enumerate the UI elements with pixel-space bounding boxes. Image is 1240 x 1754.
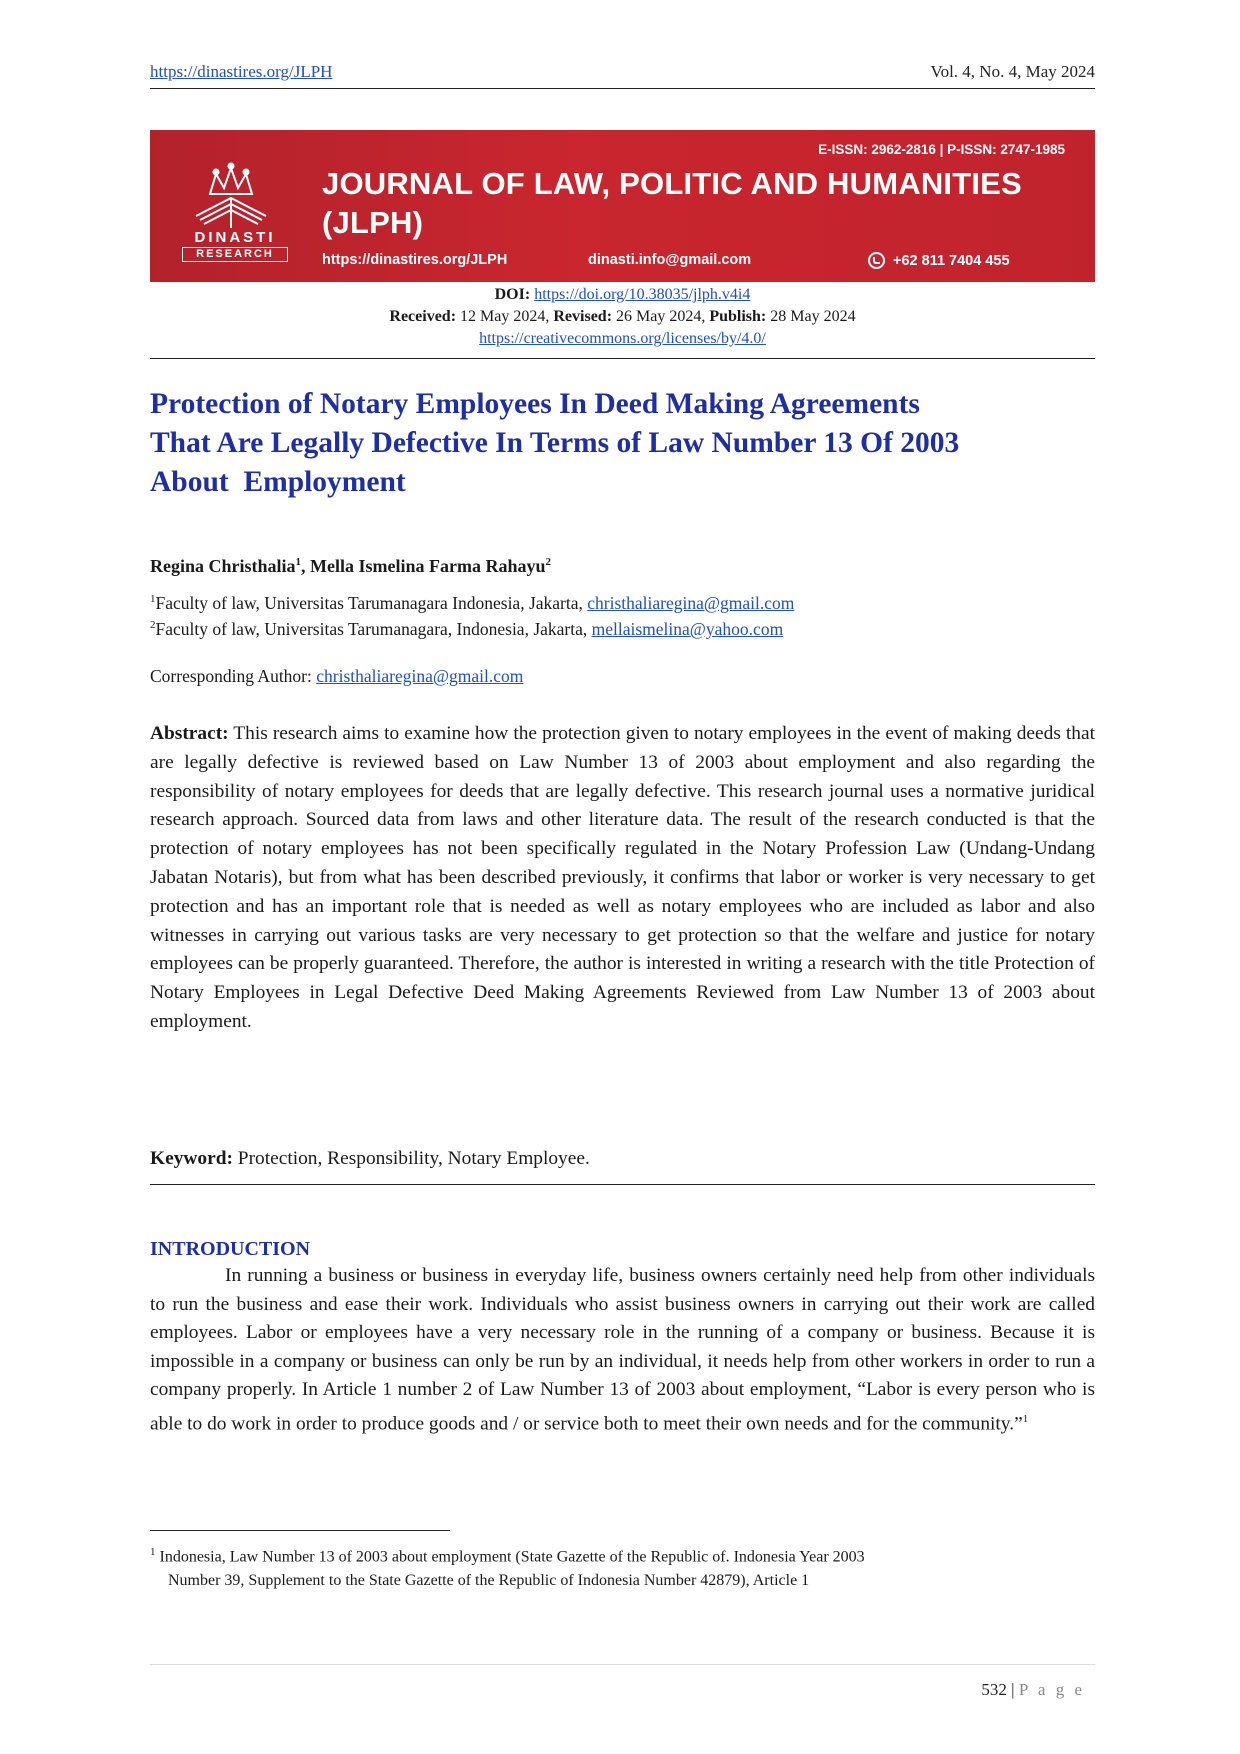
page-number-value: 532 [981, 1680, 1007, 1699]
footnote-text-1: Indonesia, Law Number 13 of 2003 about employment (State Gazette of the Republic of. Indonesia Year 2003 [155, 1548, 865, 1566]
volume-info: Vol. 4, No. 4, May 2024 [930, 62, 1095, 81]
revised-label: Revised: [553, 308, 613, 325]
affiliation-2-text: Faculty of law, Universitas Tarumanagara, Indonesia, Jakarta, [155, 618, 592, 639]
revised-date: 26 May 2024, [616, 308, 706, 325]
keywords [150, 1148, 1095, 1185]
abstract [150, 720, 1095, 1037]
affiliation-1-email-link[interactable]: christhaliaregina@gmail.com [587, 592, 795, 613]
journal-title [322, 164, 1022, 242]
introduction-paragraph [150, 1262, 1095, 1439]
affiliation-1-num: 1 [150, 593, 156, 605]
affiliation-2-num: 2 [150, 619, 156, 631]
keyword-label: Keyword: [150, 1148, 233, 1169]
title-line3: About Employment [150, 466, 406, 498]
doi-line [150, 284, 1095, 306]
footnote [150, 1540, 1095, 1593]
author-list [150, 556, 551, 577]
footnote-num: 1 [150, 1546, 156, 1558]
corresponding-email-link[interactable]: christhaliaregina@gmail.com [316, 666, 524, 686]
page-word: P a g e [1018, 1680, 1085, 1699]
footnote-ref[interactable]: 1 [1022, 1412, 1029, 1425]
publish-label: Publish: [709, 308, 767, 325]
license-line [150, 328, 1095, 350]
received-label: Received: [389, 308, 457, 325]
banner-url: https://dinastires.org/JLPH [322, 252, 508, 268]
author-2-sup: 2 [545, 556, 552, 568]
article-meta [150, 284, 1095, 350]
journal-banner [150, 130, 1095, 282]
footnote-divider [150, 1530, 450, 1531]
journal-url-link[interactable]: https://dinastires.org/JLPH [150, 62, 333, 81]
affiliation-2-email-link[interactable]: mellaismelina@yahoo.com [591, 618, 784, 639]
banner-phone [868, 252, 1010, 269]
whatsapp-icon [868, 252, 885, 269]
meta-divider [150, 358, 1095, 359]
banner-email: dinasti.info@gmail.com [588, 252, 752, 268]
author-1-sup: 1 [295, 556, 302, 568]
keyword-text: Protection, Responsibility, Notary Employee. [232, 1148, 590, 1169]
publish-date: 28 May 2024 [770, 308, 856, 325]
author-1: Regina Christhalia [150, 556, 296, 576]
corresponding-author [150, 666, 523, 687]
footer-divider [150, 1664, 1095, 1665]
footnote-line2: Number 39, Supplement to the State Gazette of the Republic of Indonesia Number 42879), Article 1 [168, 1572, 810, 1590]
issn-info: E-ISSN: 2962-2816 | P-ISSN: 2747-1985 [818, 142, 1065, 157]
dates-line [150, 306, 1095, 328]
logo-word-dinasti: DINASTI [194, 229, 276, 246]
section-heading-introduction: INTRODUCTION [150, 1238, 311, 1260]
affiliation-1-text: Faculty of law, Universitas Tarumanagara Indonesia, Jakarta, [155, 592, 588, 613]
corresponding-label: Corresponding Author: [150, 666, 317, 686]
doi-label: DOI: [494, 286, 531, 303]
article-title [150, 385, 1095, 502]
affiliation-2 [150, 612, 783, 642]
author-2: Mella Ismelina Farma Rahayu [310, 556, 546, 576]
page-number-sep: | [1006, 1680, 1019, 1699]
abstract-text: This research aims to examine how the protection given to notary employees in the event of making deeds that are legally defective is reviewed based on Law Number 13 of 2003 about employment and also regarding the responsibility of notary employees for deeds that are legally defective. This research journal uses a normative juridical research approach. Sourced data from laws and other literature data. The result of the research conducted is that the protection of notary employees has not been specifically regulated in the Notary Profession Law (Undang-Undang Jabatan Notaris), but from what has been described previously, it confirms that labor or worker is very necessary to get protection and has an important role that is needed as well as notary employees who are included as labor and also witnesses in carrying out various tasks are very necessary to get protection so that the welfare and justice for notary employees can be properly guaranteed. Therefore, the author is interested in writing a research with the title Protection of Notary Employees in Legal Defective Deed Making Agreements Reviewed from Law Number 13 of 2003 about employment. [150, 723, 1095, 1032]
doi-link[interactable]: https://doi.org/10.38035/jlph.v4i4 [534, 286, 751, 303]
author-separator: , [301, 556, 311, 576]
footnote-line1 [150, 1540, 1095, 1569]
phone-number: +62 811 7404 455 [893, 253, 1010, 269]
abstract-label: Abstract: [150, 723, 229, 744]
page-number [981, 1680, 1085, 1700]
title-line2: That Are Legally Defective In Terms of Law Number 13 Of 2003 [150, 427, 960, 459]
journal-title-line2: (JLPH) [322, 205, 424, 240]
logo-word-research: RESEARCH [182, 247, 288, 262]
page-header [150, 58, 1095, 89]
license-link[interactable]: https://creativecommons.org/licenses/by/4.0/ [479, 330, 766, 347]
received-date: 12 May 2024, [460, 308, 550, 325]
introduction-text: In running a business or business in everyday life, business owners certainly need help from other individuals to run the business and ease their work. Individuals who assist business owners in carrying out their work are called employees. Labor or employees have a very necessary role in the running of a company or business. Because it is impossible in a company or business can only be run by an individual, it needs help from other workers in order to run a company properly. In Article 1 number 2 of Law Number 13 of 2003 about employment, “Labor is every person who is able to do work in order to produce goods and / or service both to meet their own needs and for the community.” [150, 1265, 1095, 1435]
title-line1: Protection of Notary Employees In Deed Making Agreements [150, 388, 920, 420]
journal-title-line1: JOURNAL OF LAW, POLITIC AND HUMANITIES [322, 166, 1022, 201]
